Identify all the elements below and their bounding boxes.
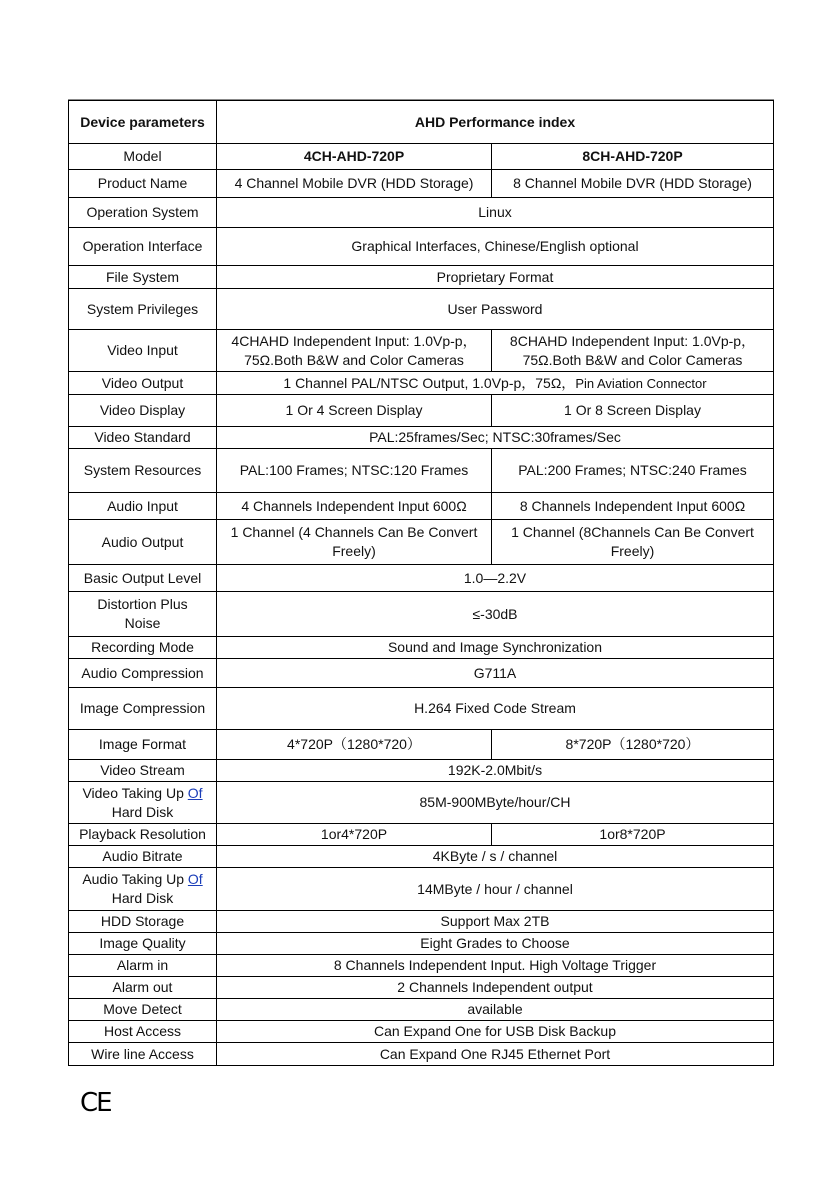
table-row [69,933,774,955]
cell-4ch: 1or4*720P [217,824,492,846]
table-row [69,977,774,999]
row-label: File System [69,266,217,289]
label-of: Of [187,871,203,887]
table-row [69,372,774,395]
row-label: Alarm out [69,977,217,999]
table-row [69,395,774,427]
row-label: Video Output [69,372,217,395]
cell-value: 85M-900MByte/hour/CH [217,782,774,824]
row-label: Image Compression [69,688,217,730]
cell-value: 192K-2.0Mbit/s [217,760,774,782]
cell-line: Freely) [332,543,376,559]
row-label [69,782,217,824]
cell-8ch [492,520,774,565]
model-4ch: 4CH-AHD-720P [217,144,492,170]
cell-4ch: 4 Channel Mobile DVR (HDD Storage) [217,170,492,198]
table-row [69,427,774,449]
cell-value: H.264 Fixed Code Stream [217,688,774,730]
model-8ch: 8CH-AHD-720P [492,144,774,170]
row-label: HDD Storage [69,911,217,933]
cell-4ch [217,520,492,565]
label-line: Video Taking Up [82,784,188,801]
cell-value: Can Expand One RJ45 Ethernet Port [217,1043,774,1066]
cell-value: Proprietary Format [217,266,774,289]
row-label: Audio Output [69,520,217,565]
cell-4ch: 4 Channels Independent Input 600Ω [217,493,492,520]
cell-4ch: 1 Or 4 Screen Display [217,395,492,427]
label-line: Hard Disk [111,803,174,820]
cell-4ch: PAL:100 Frames; NTSC:120 Frames [217,449,492,493]
row-label [69,592,217,637]
table-row [69,330,774,372]
row-label: System Resources [69,449,217,493]
cell-8ch: PAL:200 Frames; NTSC:240 Frames [492,449,774,493]
row-label: Move Detect [69,999,217,1021]
label-line: Distortion Plus [97,596,188,612]
label-line: Hard Disk [111,890,174,906]
cell-8ch: 8*720P（1280*720） [492,730,774,760]
table-row [69,846,774,868]
cell-8ch: 1or8*720P [492,824,774,846]
row-label: Image Quality [69,933,217,955]
cell-line: 75Ω.Both B&W and Color Cameras [244,351,464,368]
table-row [69,493,774,520]
device-parameters-table [68,100,774,1066]
label-of: Of [187,784,203,801]
row-label: Wire line Access [69,1043,217,1066]
cell-value: G711A [217,659,774,688]
cell-line: 1 Channel (4 Channels Can Be Convert [230,524,478,540]
cell-value: available [217,999,774,1021]
row-label: Product Name [69,170,217,198]
row-label: System Privileges [69,289,217,330]
cell-value: User Password [217,289,774,330]
label-line: Audio Taking Up [82,871,188,887]
cell-text-small: Pin Aviation Connector [575,375,707,391]
table-row [69,760,774,782]
table-row [69,659,774,688]
cell-value: 2 Channels Independent output [217,977,774,999]
table-row [69,228,774,266]
table-row [69,266,774,289]
cell-value: 1.0—2.2V [217,565,774,592]
row-label: Host Access [69,1021,217,1043]
table-row [69,824,774,846]
row-label: Audio Compression [69,659,217,688]
table-row [69,520,774,565]
table-row [69,198,774,228]
cell-value: Sound and Image Synchronization [217,637,774,659]
cell-value: 14MByte / hour / channel [217,868,774,911]
cell-value: 4KByte / s / channel [217,846,774,868]
cell-text: 1 Channel PAL/NTSC Output, 1.0Vp-p，75Ω， [283,374,576,391]
row-label: Recording Mode [69,637,217,659]
row-label: Model [69,144,217,170]
cell-value: Graphical Interfaces, Chinese/English optional [217,228,774,266]
table-row [69,449,774,493]
cell-value [217,372,774,395]
cell-line: 75Ω.Both B&W and Color Cameras [522,351,743,368]
cell-8ch: 1 Or 8 Screen Display [492,395,774,427]
table-row [69,565,774,592]
table-row [69,868,774,911]
cell-4ch: 4*720P（1280*720） [217,730,492,760]
row-label: Operation Interface [69,228,217,266]
row-label: Basic Output Level [69,565,217,592]
table-row [69,289,774,330]
row-label: Audio Input [69,493,217,520]
row-label: Video Input [69,330,217,372]
label-line: Noise [124,615,161,631]
table-row [69,688,774,730]
row-label: Video Display [69,395,217,427]
cell-8ch: 8 Channel Mobile DVR (HDD Storage) [492,170,774,198]
cell-line: 4CHAHD Independent Input: 1.0Vp-p， [231,332,477,349]
cell-4ch [217,330,492,372]
cell-value: ≤-30dB [217,592,774,637]
cell-line: Freely) [610,543,655,559]
cell-value: Can Expand One for USB Disk Backup [217,1021,774,1043]
row-label: Playback Resolution [69,824,217,846]
table-row [69,144,774,170]
table-row [69,911,774,933]
table-row [69,955,774,977]
row-label: Video Standard [69,427,217,449]
cell-value: 8 Channels Independent Input. High Voltage Trigger [217,955,774,977]
table-row [69,1021,774,1043]
cell-8ch: 8 Channels Independent Input 600Ω [492,493,774,520]
cell-value: PAL:25frames/Sec; NTSC:30frames/Sec [217,427,774,449]
table-row [69,637,774,659]
table-row [69,1043,774,1066]
table-row [69,730,774,760]
header-param-cell: Device parameters [69,101,217,144]
ce-mark-icon: CE [80,1088,111,1118]
cell-line: 1 Channel (8Channels Can Be Convert [511,524,754,540]
cell-value: Support Max 2TB [217,911,774,933]
row-label: Video Stream [69,760,217,782]
cell-8ch [492,330,774,372]
header-index-cell: AHD Performance index [217,101,774,144]
row-label: Operation System [69,198,217,228]
row-label [69,868,217,911]
cell-value: Eight Grades to Choose [217,933,774,955]
row-label: Image Format [69,730,217,760]
table-row [69,170,774,198]
table-row [69,999,774,1021]
row-label: Audio Bitrate [69,846,217,868]
cell-line: 8CHAHD Independent Input: 1.0Vp-p， [509,332,756,349]
row-label: Alarm in [69,955,217,977]
table-row [69,782,774,824]
table-row [69,592,774,637]
cell-value: Linux [217,198,774,228]
table-header-row [69,101,774,144]
